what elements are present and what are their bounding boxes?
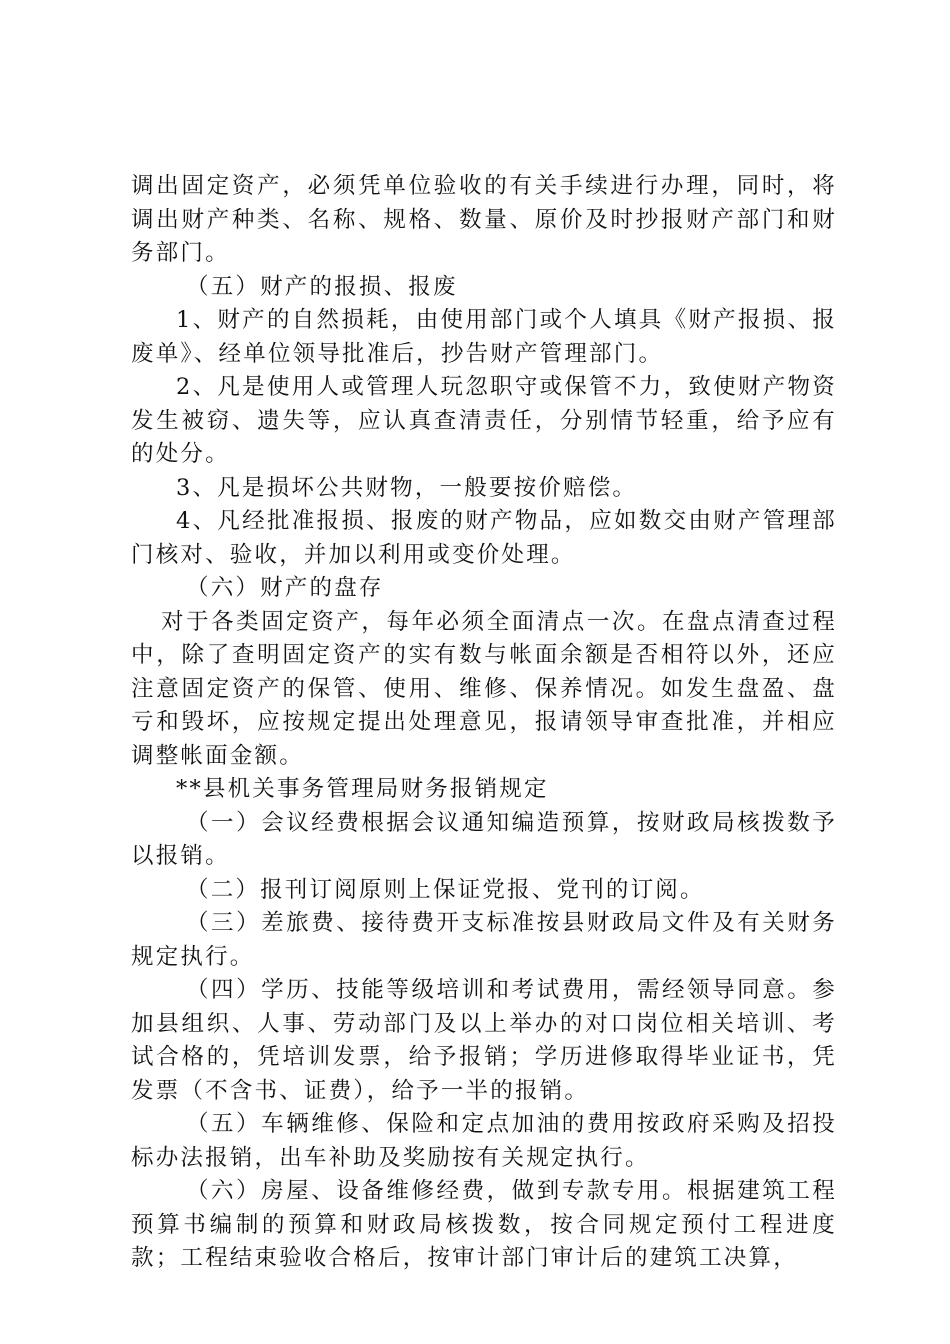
section-heading-scrap: （五）财产的报损、报废 (186, 273, 458, 300)
paragraph-scrap-item-2: 2、凡是使用人或管理人玩忽职守或保管不力，致使财产物资发生被窃、遗失等，应认真查清责任，分别情节轻重，给予应有的处分。 (131, 374, 837, 467)
paragraph-scrap-item-4: 4、凡经批准报损、报废的财产物品，应如数交由财产管理部门核对、验收，并加以利用或变价处理。 (131, 508, 837, 568)
paragraph-inventory: 对于各类固定资产，每年必须全面清点一次。在盘点清查过程中，除了查明固定资产的实有数与帐面余额是否相符以外，还应注意固定资产的保管、使用、维修、保养情况。如发生盘盈、盘亏和毁坏，应按规定提出处理意见，报请领导审查批准，并相应调整帐面金额。 (131, 608, 837, 769)
paragraph-rule-5: （五）车辆维修、保险和定点加油的费用按政府采购及招投标办法报销，出车补助及奖励按有关规定执行。 (131, 1111, 837, 1171)
paragraph-rule-6: （六）房屋、设备维修经费，做到专款专用。根据建筑工程预算书编制的预算和财政局核拨数，按合同规定预付工程进度款；工程结束验收合格后，按审计部门审计后的建筑工决算， (131, 1178, 837, 1271)
document-body (131, 170, 837, 1276)
document-section-title: **县机关事务管理局财务报销规定 (176, 776, 549, 802)
paragraph-rule-4: （四）学历、技能等级培训和考试费用，需经领导同意。参加县组织、人事、劳动部门及以上举办的对口岗位相关培训、考试合格的，凭培训发票，给予报销；学历进修取得毕业证书，凭发票（不含书、证费），给予一半的报销。 (131, 977, 837, 1104)
section-heading-inventory: （六）财产的盘存 (186, 575, 384, 601)
paragraph-asset-transfer: 调出固定资产，必须凭单位验收的有关手续进行办理，同时，将调出财产种类、名称、规格、数量、原价及时抄报财产部门和财务部门。 (131, 173, 837, 266)
paragraph-rule-1: （一）会议经费根据会议通知编造预算，按财政局核拨数予以报销。 (131, 809, 837, 869)
paragraph-scrap-item-3: 3、凡是损坏公共财物，一般要按价赔偿。 (176, 474, 638, 501)
paragraph-scrap-item-1: 1、财产的自然损耗，由使用部门或个人填具《财产报损、报废单》、经单位领导批准后，抄告财产管理部门。 (131, 307, 837, 367)
paragraph-rule-2: （二）报刊订阅原则上保证党报、党刊的订阅。 (186, 876, 705, 903)
paragraph-rule-3: （三）差旅费、接待费开支标准按县财政局文件及有关财务规定执行。 (131, 910, 837, 970)
